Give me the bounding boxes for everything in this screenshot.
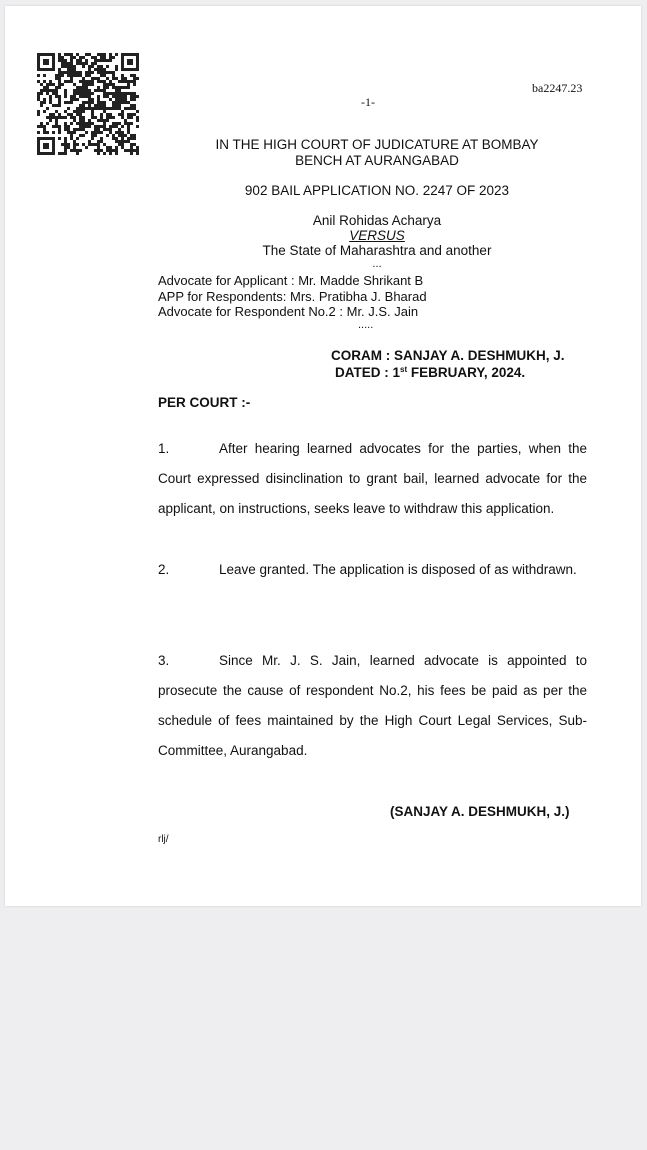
judge-signature: (SANJAY A. DESHMUKH, J.) <box>390 804 570 819</box>
per-court-heading: PER COURT :- <box>158 395 251 410</box>
dated-line <box>335 365 525 380</box>
dated-prefix: DATED : 1 <box>335 365 401 380</box>
page-number: -1- <box>361 95 375 109</box>
paragraph-text: Since Mr. J. S. Jain, learned advocate is appointed to prosecute the cause of respondent No.2, his fees be paid as per the schedule of fees maintained by the High Court Legal Services, Sub-Committee, Aurangabad. <box>158 653 587 758</box>
separator-dots: ... <box>372 258 382 270</box>
bench-name: BENCH AT AURANGABAD <box>295 153 459 168</box>
paragraph-2 <box>158 555 587 585</box>
paragraph-number: 1. <box>158 441 170 456</box>
applicant-name: Anil Rohidas Acharya <box>312 213 442 228</box>
paragraph-text: After hearing learned advocates for the parties, when the Court expressed disinclination to grant bail, learned advocate for the applicant, on instructions, seeks leave to withdraw this application. <box>158 441 587 516</box>
app-respondents: APP for Respondents: Mrs. Pratibha J. Bharad <box>158 289 427 304</box>
paragraph-3 <box>158 646 587 766</box>
versus-label: VERSUS <box>349 228 405 243</box>
dated-suffix: FEBRUARY, 2024. <box>407 365 526 380</box>
dated-sup: st <box>400 365 408 374</box>
application-title: 902 BAIL APPLICATION NO. 2247 OF 2023 <box>244 183 510 198</box>
paragraph-number: 2. <box>158 562 170 577</box>
separator-dots-2: ..... <box>358 319 374 331</box>
paragraph-1 <box>158 434 587 524</box>
advocate-respondent-2: Advocate for Respondent No.2 : Mr. J.S. Jain <box>158 304 419 319</box>
paragraph-number: 3. <box>158 653 170 668</box>
document-page <box>5 6 641 906</box>
stenographer-initials: rlj/ <box>158 834 169 845</box>
reference-number: ba2247.23 <box>532 81 583 95</box>
coram-line: CORAM : SANJAY A. DESHMUKH, J. <box>331 348 565 363</box>
advocate-applicant: Advocate for Applicant : Mr. Madde Shrikant B <box>158 273 424 288</box>
court-name: IN THE HIGH COURT OF JUDICATURE AT BOMBAY <box>215 137 539 152</box>
paragraph-text: Leave granted. The application is disposed of as withdrawn. <box>219 562 577 577</box>
respondent-name: The State of Maharashtra and another <box>262 243 492 258</box>
